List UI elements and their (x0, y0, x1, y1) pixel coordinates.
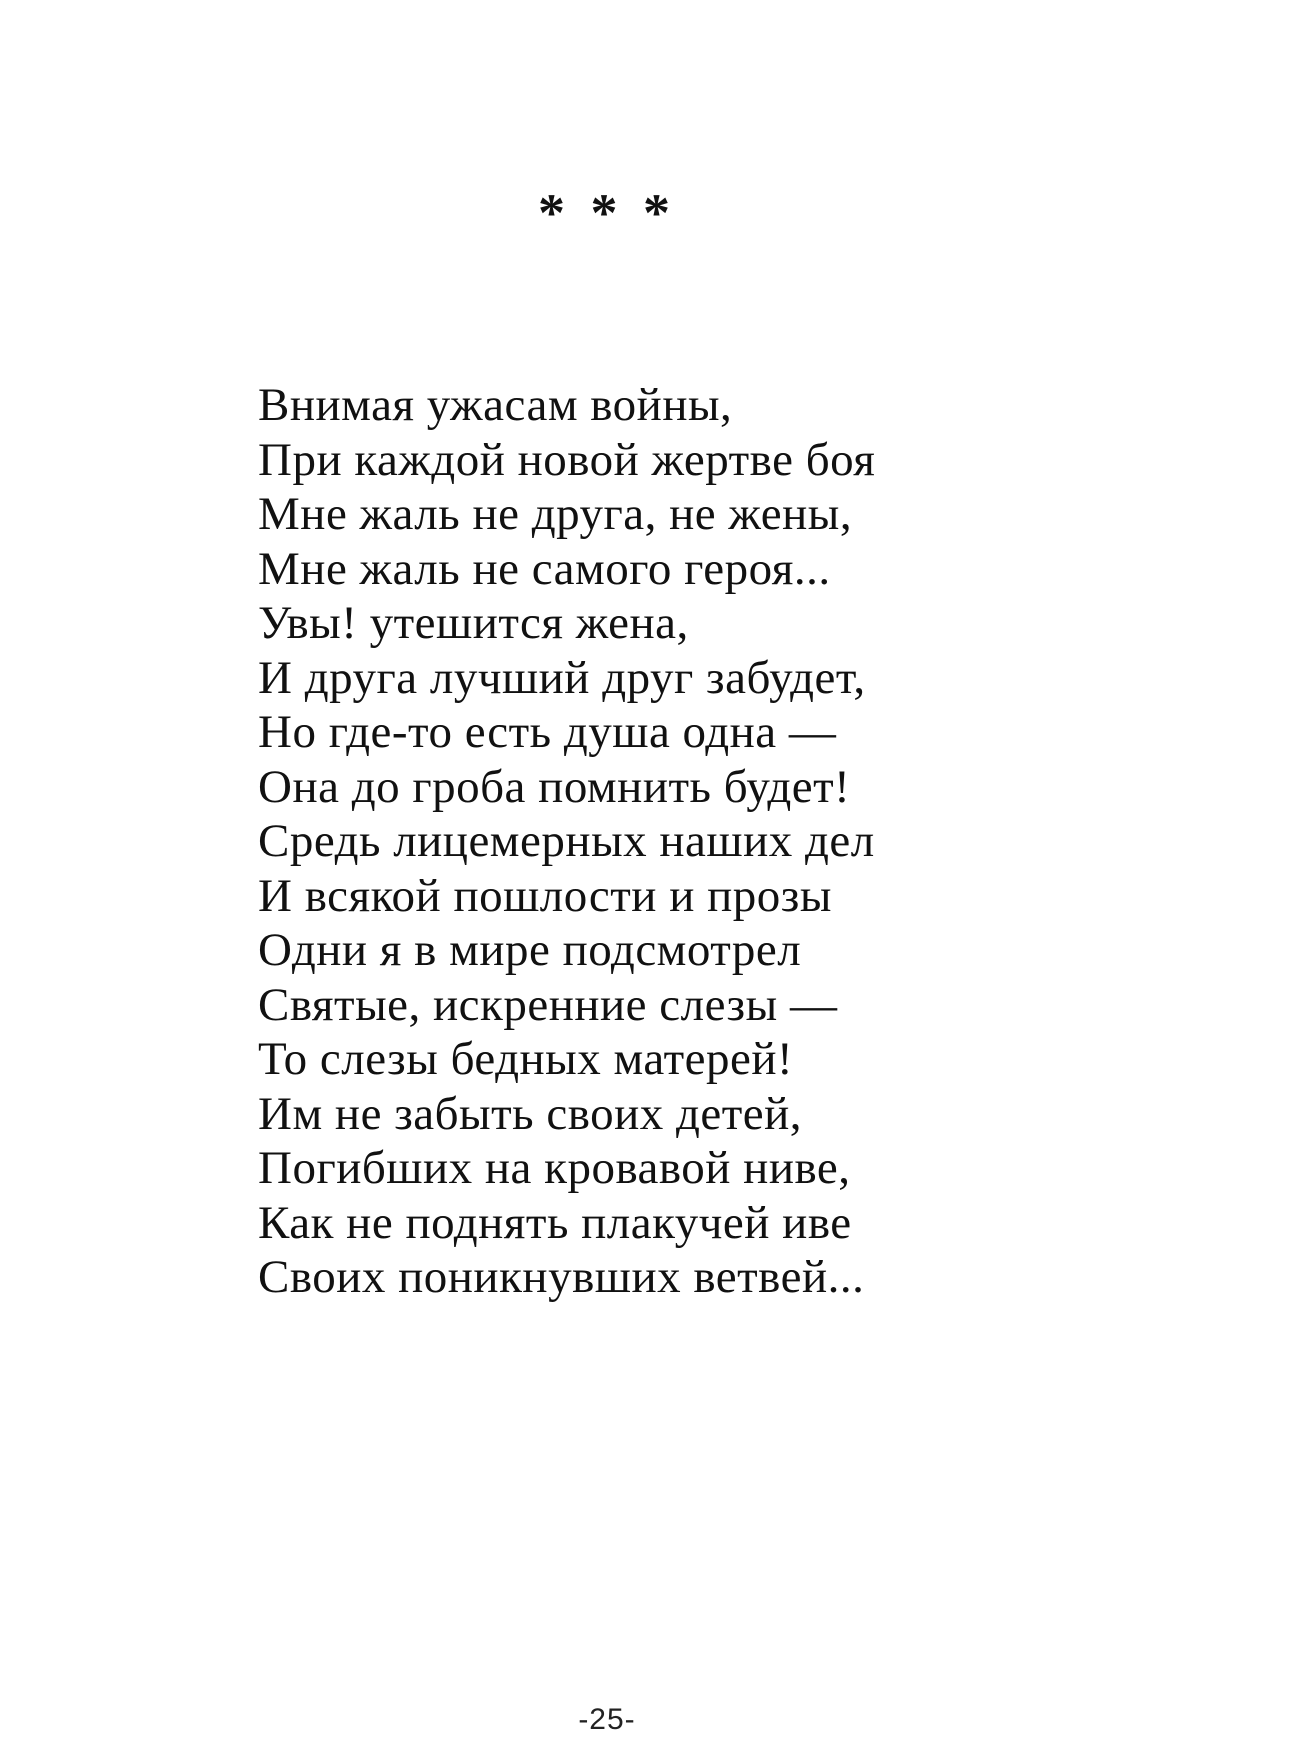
poem-line: Мне жаль не друга, не жены, (258, 488, 853, 540)
section-separator: * * * (538, 183, 676, 243)
poem-line: Мне жаль не самого героя... (258, 542, 831, 595)
poem-line: Им не забыть своих детей, (258, 1087, 803, 1140)
poem-line: Одни я в мире подсмотрел (258, 924, 802, 976)
poem-line: Как не поднять плакучей иве (258, 1196, 852, 1249)
poem-line: Святые, искренние слезы — (258, 978, 838, 1031)
poem-line: Своих поникнувших ветвей... (258, 1251, 865, 1303)
poem-line: То слезы бедных матерей! (258, 1033, 794, 1085)
poem-line: Средь лицемерных наших дел (258, 815, 875, 867)
poem-line: И друга лучший друг забудет, (258, 651, 866, 704)
poem-line: Увы! утешится жена, (258, 597, 689, 649)
poem-line: При каждой новой жертве боя (258, 433, 876, 486)
poem-line: Внимая ужасам войны, (258, 379, 733, 431)
poem-line: Но где-то есть душа одна — (258, 706, 837, 758)
poem-line: Она до гроба помнить будет! (258, 760, 851, 813)
poem-line: Погибших на кровавой ниве, (258, 1142, 851, 1194)
page-number: -25- (578, 1703, 636, 1736)
poem-line: И всякой пошлости и прозы (258, 869, 832, 922)
poem-stanza (258, 378, 875, 1305)
